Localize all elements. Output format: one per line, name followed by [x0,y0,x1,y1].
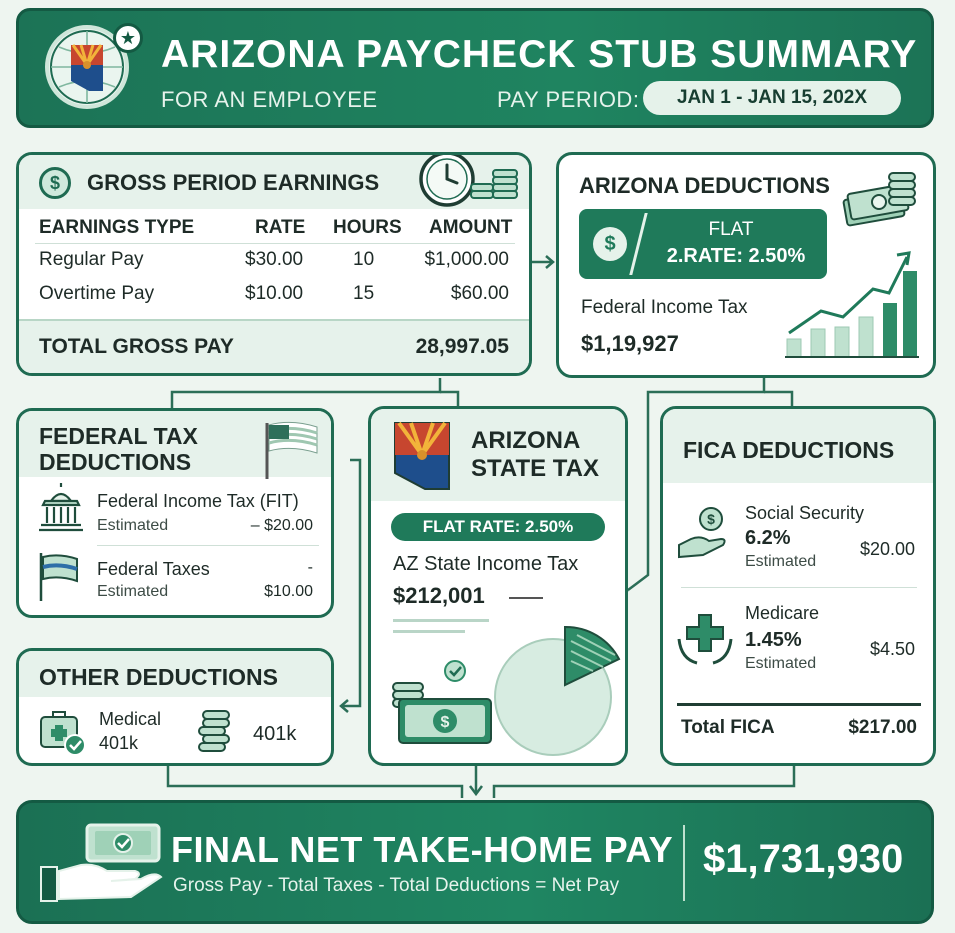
text-placeholder-lines [393,619,489,633]
pie-chart-icon [491,597,628,766]
medicare-cross-icon [677,609,733,667]
net-pay-banner [16,800,934,924]
rate-cell: $30.00 [245,249,304,270]
table-row [19,249,529,275]
page-subtitle: FOR AN EMPLOYEE [161,87,378,112]
capitol-building-icon [37,483,85,533]
social-security-sub: Estimated [745,553,817,570]
us-flag-icon [261,419,323,481]
hours-cell: 15 [353,283,375,304]
dollar-coin-icon: $ [39,167,71,199]
total-gross-value: 28,997.05 [415,335,509,358]
earnings-type-cell: Overtime Pay [39,283,155,304]
medical-401k-label: 401k [99,733,139,753]
column-earnings-type: EARNINGS TYPE [39,217,195,238]
federal-taxes-value: $10.00 [264,583,313,600]
amount-cell: $1,000.00 [424,249,509,270]
flat-line2: 2.RATE: 2.50% [666,245,806,267]
medical-kit-icon [37,707,87,757]
medical-label: Medical [99,709,162,729]
arizona-deductions-card [556,152,936,378]
fit-label: Federal Income Tax (FIT) [97,491,299,511]
gross-earnings-card [16,152,532,376]
social-security-hand-icon [677,505,731,563]
az-deduction-value: $1,19,927 [581,331,679,356]
federal-title-line2: DEDUCTIONS [39,449,192,475]
flat-line1: FLAT [708,219,754,240]
federal-taxes-sub: Estimated [97,583,169,600]
other-title: OTHER DEDUCTIONS [39,664,278,690]
amount-cell: $60.00 [450,283,509,304]
dollar-icon: $ [593,227,627,261]
arizona-state-tax-card [368,406,628,766]
net-pay-value: $1,731,930 [703,837,904,881]
federal-tax-card [16,408,334,618]
svg-text:$: $ [707,511,715,527]
arizona-flag-map-icon [389,419,455,493]
cash-check-icon [389,659,497,749]
hand-cash-icon [37,819,167,909]
page-title: ARIZONA PAYCHECK STUB SUMMARY [161,33,918,76]
az-deduction-label: Federal Income Tax [581,297,748,318]
medicare-sub: Estimated [745,655,817,672]
state-tax-value: $212,001 [393,583,485,608]
pay-period-label: PAY PERIOD: [497,87,640,112]
social-security-label: Social Security [745,503,865,523]
gross-earnings-title: GROSS PERIOD EARNINGS [87,170,380,195]
state-flat-rate-badge: FLAT RATE: 2.50% [391,513,605,541]
state-title-line2: STATE TAX [471,455,599,482]
fica-title: FICA DEDUCTIONS [683,437,895,463]
svg-text:$: $ [440,714,450,731]
hours-cell: 10 [353,249,375,270]
state-tax-label: AZ State Income Tax [393,553,579,575]
money-stack-icon [841,165,921,227]
star-badge-icon: ★ [113,23,143,53]
social-security-value: $20.00 [859,539,915,559]
pay-period-value: JAN 1 - JAN 15, 202X [643,81,901,115]
medicare-rate: 1.45% [745,629,802,651]
fit-sub: Estimated [97,517,169,534]
coin-stack-icon [195,707,239,755]
medicare-value: $4.50 [869,639,915,659]
state-title-line1: ARIZONA [471,427,581,454]
growth-chart-icon [781,243,921,363]
column-amount: AMOUNT [429,217,513,238]
other-deductions-card [16,648,334,766]
retirement-401k-label: 401k [253,723,297,745]
social-security-rate: 6.2% [745,527,791,549]
federal-taxes-label: Federal Taxes [97,559,210,579]
clock-coins-icon [417,152,523,209]
rate-cell: $10.00 [245,283,304,304]
column-rate: RATE [255,217,306,238]
federal-title-line1: FEDERAL TAX [39,423,198,449]
header-banner [16,8,934,128]
fit-value: – $20.00 [250,517,313,534]
total-fica-label: Total FICA [681,717,775,738]
arizona-deductions-title: ARIZONA DEDUCTIONS [579,173,830,198]
table-row [19,283,529,309]
earnings-table-header [19,217,529,241]
column-hours: HOURS [333,217,402,238]
federal-taxes-dash: - [307,559,313,576]
fica-deductions-card [660,406,936,766]
net-pay-formula: Gross Pay - Total Taxes - Total Deductions = Net Pay [173,875,620,896]
flag-icon [37,551,81,603]
earnings-type-cell: Regular Pay [39,249,144,270]
total-gross-label: TOTAL GROSS PAY [39,335,234,358]
total-fica-value: $217.00 [848,717,917,738]
net-pay-title: FINAL NET TAKE-HOME PAY [171,829,674,870]
medicare-label: Medicare [745,603,820,623]
